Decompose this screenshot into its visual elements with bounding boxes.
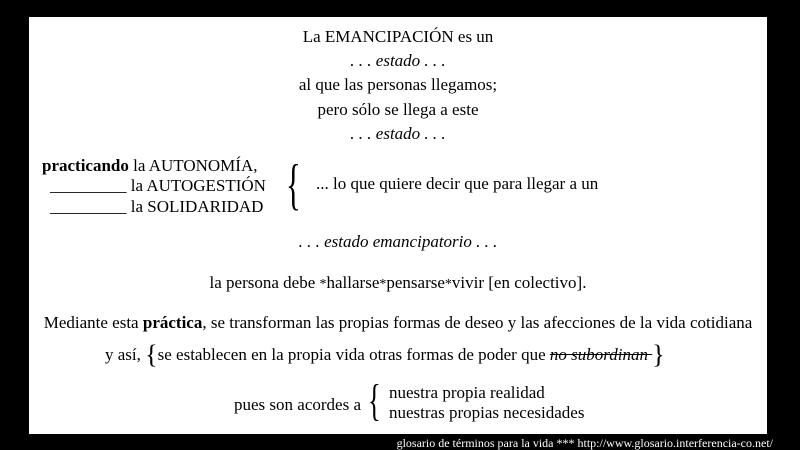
asi-prefix: y así, bbox=[105, 345, 146, 364]
verb-hallarse: hallarse bbox=[326, 273, 380, 292]
acordes-item-2: nuestras propias necesidades bbox=[389, 403, 585, 422]
practice-line-2 bbox=[50, 176, 266, 196]
acordes-prefix: pues son acordes a bbox=[234, 395, 361, 414]
acordes-item-1: nuestra propia realidad bbox=[389, 383, 545, 402]
slide-card bbox=[29, 17, 767, 434]
line-estado-emancipatorio: . . . estado emancipatorio . . . bbox=[298, 232, 498, 251]
blank-line: _________ bbox=[50, 197, 127, 216]
star-icon: * bbox=[319, 277, 327, 292]
left-brace-icon: { bbox=[286, 154, 301, 216]
practica-word: práctica bbox=[142, 313, 203, 332]
practicando-word: practicando bbox=[42, 156, 129, 175]
practice-line-1 bbox=[42, 156, 258, 176]
struck-text: no subordinan bbox=[549, 345, 653, 364]
asi-text: se establecen en la propia vida otras formas de poder que bbox=[157, 345, 550, 364]
line-personas: al que las personas llegamos; bbox=[298, 75, 498, 94]
consequence-text: ... lo que quiere decir que para llegar a un bbox=[316, 174, 599, 193]
star-icon: * bbox=[379, 277, 387, 292]
footer-caption: glosario de términos para la vida *** http://www.glosario.interferencia-co.net/ bbox=[396, 436, 773, 450]
autonomia-text: la AUTONOMÍA, bbox=[128, 156, 258, 175]
colectivo-text: [en colectivo]. bbox=[484, 273, 587, 292]
left-brace-icon: { bbox=[145, 340, 158, 369]
solidaridad-text: la SOLIDARIDAD bbox=[126, 197, 264, 216]
right-brace-icon: } bbox=[652, 340, 665, 369]
line-emancipacion: La EMANCIPACIÓN es un bbox=[302, 27, 494, 46]
verb-vivir: vivir bbox=[451, 273, 485, 292]
autogestion-text: la AUTOGESTIÓN bbox=[126, 176, 266, 195]
mediante-line bbox=[29, 313, 767, 333]
person-prefix: la persona debe bbox=[209, 273, 320, 292]
line-pero: pero sólo se llega a este bbox=[317, 100, 479, 119]
line-estado-1: . . . estado . . . bbox=[350, 51, 446, 70]
mediante-prefix: Mediante esta bbox=[43, 313, 143, 332]
person-line bbox=[29, 273, 767, 295]
left-brace-icon: { bbox=[368, 376, 381, 425]
star-icon: * bbox=[444, 277, 452, 292]
mediante-rest: , se transforman las propias formas de deseo y las afecciones de la vida cotidiana bbox=[202, 313, 753, 332]
blank-line: _________ bbox=[50, 176, 127, 195]
line-estado-2: . . . estado . . . bbox=[350, 124, 446, 143]
verb-pensarse: pensarse bbox=[386, 273, 445, 292]
asi-line bbox=[105, 340, 665, 369]
practice-line-3 bbox=[50, 197, 263, 217]
